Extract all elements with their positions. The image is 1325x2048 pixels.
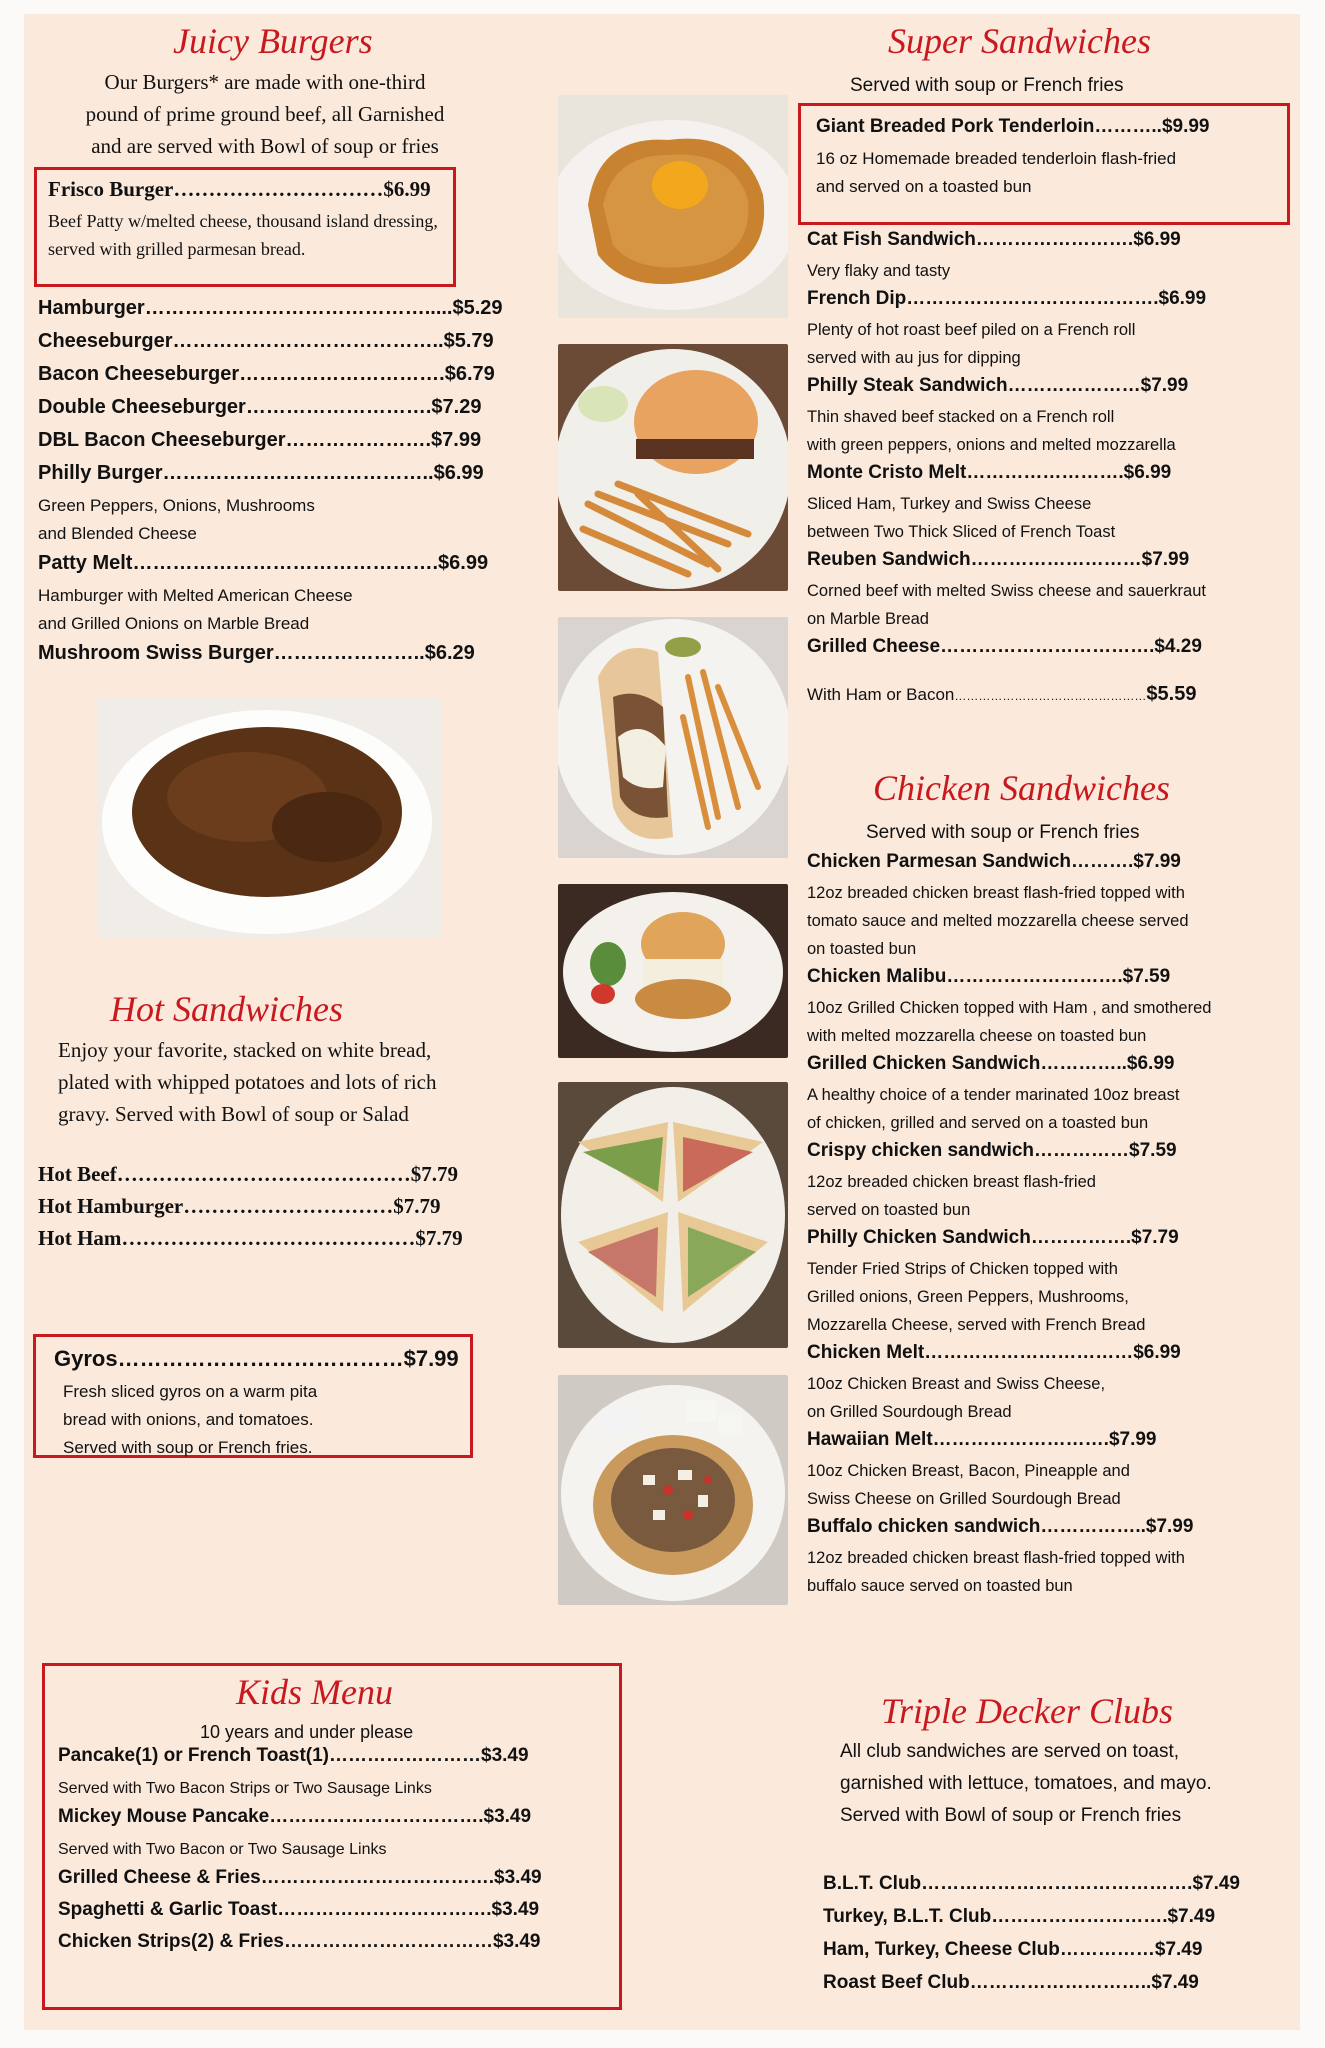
menu-item xyxy=(823,1873,1240,1895)
dot-leader: ………………………………….. xyxy=(162,462,434,484)
item-name: Grilled Cheese xyxy=(807,636,941,657)
menu-item xyxy=(807,1516,1193,1538)
dot-leader: ……………………………………. xyxy=(921,1873,1193,1894)
menu-item xyxy=(807,549,1189,571)
dot-leader: ………. xyxy=(1071,851,1134,872)
menu-item xyxy=(807,966,1170,988)
item-price: $7.49 xyxy=(1167,1906,1216,1927)
menu-item xyxy=(823,1906,1215,1928)
menu-item xyxy=(58,1806,531,1828)
item-description: on Grilled Sourdough Bread xyxy=(807,1403,1012,1421)
item-price: $7.49 xyxy=(1154,1939,1203,1960)
item-price: $7.49 xyxy=(1151,1972,1199,1993)
menu-item xyxy=(807,851,1181,873)
item-description: 10oz Grilled Chicken topped with Ham , and smothered xyxy=(807,999,1212,1017)
dot-leader: ………………………………. xyxy=(260,1867,495,1888)
item-name: Philly Burger xyxy=(38,462,163,484)
item-price: $6.99 xyxy=(1126,1053,1175,1074)
item-description: Plenty of hot roast beef piled on a French roll xyxy=(807,321,1136,339)
dot-leader: …………………………. xyxy=(239,363,445,385)
gyros-desc: Fresh sliced gyros on a warm pita bread with onions, and tomatoes. Served with soup or French fries. xyxy=(63,1382,318,1457)
item-description: 12oz breaded chicken breast flash-fried topped with xyxy=(807,884,1185,902)
dot-leader: …………………… xyxy=(329,1745,482,1766)
dot-leader: ………………………. xyxy=(946,966,1123,987)
dot-leader: ………………………. xyxy=(245,396,432,418)
item-description: buffalo sauce served on toasted bun xyxy=(807,1577,1073,1595)
burger-fries-photo xyxy=(558,344,788,591)
item-price: $3.49 xyxy=(483,1806,532,1827)
item-price: $6.99 xyxy=(438,552,489,574)
item-name: Frisco Burger xyxy=(48,177,174,201)
menu-item xyxy=(58,1867,542,1889)
item-description: between Two Thick Sliced of French Toast xyxy=(807,523,1116,541)
dot-leader: ………………………. xyxy=(932,1429,1109,1450)
club-sandwich-photo xyxy=(558,1082,788,1348)
dot-leader: …………………………… xyxy=(924,1342,1134,1363)
item-name: Grilled Chicken Sandwich xyxy=(807,1053,1041,1074)
item-description: A healthy choice of a tender marinated 10oz breast xyxy=(807,1086,1180,1104)
philly-sandwich-photo xyxy=(558,617,788,858)
item-price: $3.49 xyxy=(492,1931,541,1952)
dot-leader: ……………. xyxy=(1030,1227,1132,1248)
item-price: $6.99 xyxy=(1123,462,1172,483)
menu-item xyxy=(58,1899,539,1921)
item-description: Grilled onions, Green Peppers, Mushrooms, xyxy=(807,1288,1129,1306)
dot-leader: ………………….. xyxy=(273,642,425,664)
menu-item xyxy=(807,1053,1174,1075)
dot-leader: …………………………………. xyxy=(906,288,1159,309)
item-name: Double Cheeseburger xyxy=(38,396,246,418)
dot-leader: ………….. xyxy=(1040,1053,1127,1074)
item-name: Chicken Melt xyxy=(807,1342,925,1363)
item-name: DBL Bacon Cheeseburger xyxy=(38,429,286,451)
item-name: Ham, Turkey, Cheese Club xyxy=(823,1939,1060,1960)
item-name: Hamburger xyxy=(38,297,145,319)
item-description: Served with Two Bacon Strips or Two Sausage Links xyxy=(58,1780,432,1797)
clubs-intro: All club sandwiches are served on toast, garnished with lettuce, tomatoes, and mayo. Served with Bowl of soup or French fries xyxy=(840,1741,1212,1826)
item-name: Chicken Malibu xyxy=(807,966,947,987)
dot-leader: ………………………. xyxy=(991,1906,1168,1927)
dot-leader: ………………………… xyxy=(173,177,384,201)
item-name: Mushroom Swiss Burger xyxy=(38,642,274,664)
hot-beef-gravy-photo xyxy=(97,697,441,938)
dot-leader: ……………………………. xyxy=(269,1806,484,1827)
chicken-sandwiches-subtitle: Served with soup or French fries xyxy=(866,822,1140,843)
item-description: Thin shaved beef stacked on a French roll xyxy=(807,408,1115,426)
item-price: $7.99 xyxy=(1145,1516,1194,1537)
kids-menu-subtitle: 10 years and under please xyxy=(200,1722,414,1742)
item-price: $7.59 xyxy=(1122,966,1171,987)
dot-leader: …………….. xyxy=(1040,1516,1146,1537)
item-description: on toasted bun xyxy=(807,940,917,958)
menu-item xyxy=(807,288,1206,310)
menu-item xyxy=(38,642,475,665)
item-price: $6.29 xyxy=(424,642,475,664)
item-price: $7.99 xyxy=(1133,851,1181,872)
item-description: Tender Fried Strips of Chicken topped with xyxy=(807,1260,1118,1278)
item-name: Roast Beef Club xyxy=(823,1972,970,1993)
menu-item xyxy=(58,1931,541,1953)
item-price: $7.49 xyxy=(1192,1873,1240,1894)
menu-item xyxy=(807,1429,1156,1451)
menu-item xyxy=(807,1342,1181,1364)
menu-item xyxy=(807,375,1188,397)
item-description: and Blended Cheese xyxy=(38,524,197,543)
menu-item xyxy=(807,229,1181,251)
item-price: $3.49 xyxy=(481,1745,529,1766)
item-price: $7.59 xyxy=(1129,1140,1177,1161)
item-name: B.L.T. Club xyxy=(823,1873,922,1894)
dot-leader: …………… xyxy=(1059,1939,1155,1960)
item-description: served on toasted bun xyxy=(807,1201,971,1219)
item-description: Very flaky and tasty xyxy=(807,262,951,280)
dot-leader: ………………… xyxy=(1007,375,1141,396)
item-name: Chicken Parmesan Sandwich xyxy=(807,851,1071,872)
item-name: French Dip xyxy=(807,288,907,309)
item-name: Cheeseburger xyxy=(38,330,173,352)
item-price: $7.99 xyxy=(1141,549,1190,570)
menu-item xyxy=(807,1140,1177,1162)
item-price: $6.99 xyxy=(383,177,431,201)
item-name: Crispy chicken sandwich xyxy=(807,1140,1035,1161)
item-description: Swiss Cheese on Grilled Sourdough Bread xyxy=(807,1490,1121,1508)
item-price: $7.99 xyxy=(1140,375,1189,396)
frisco-burger-item xyxy=(48,177,431,202)
item-name: Chicken Strips(2) & Fries xyxy=(58,1931,284,1952)
item-name: Cat Fish Sandwich xyxy=(807,229,976,250)
dot-leader: ……………………….. xyxy=(969,1972,1152,1993)
item-description: tomato sauce and melted mozzarella cheese served xyxy=(807,912,1189,930)
item-price: $3.49 xyxy=(494,1867,542,1888)
chicken-sandwich-photo xyxy=(558,884,788,1058)
item-name: Philly Chicken Sandwich xyxy=(807,1227,1031,1248)
super-sandwiches-heading: Super Sandwiches xyxy=(888,21,1151,61)
menu-item xyxy=(807,462,1171,484)
item-name: Bacon Cheeseburger xyxy=(38,363,240,385)
item-description: 10oz Chicken Breast, Bacon, Pineapple and xyxy=(807,1462,1130,1480)
item-price: $6.99 xyxy=(1133,1342,1181,1363)
item-description: Served with Two Bacon or Two Sausage Links xyxy=(58,1841,387,1858)
hot-sandwich-item: Hot Beef……………………………………$7.79 xyxy=(38,1162,458,1186)
menu-item xyxy=(58,1745,529,1767)
juicy-burgers-heading: Juicy Burgers xyxy=(173,21,373,61)
hot-sandwiches-heading: Hot Sandwiches xyxy=(110,989,343,1029)
item-price: $6.79 xyxy=(444,363,495,385)
menu-item xyxy=(38,396,481,419)
item-name: Turkey, B.L.T. Club xyxy=(823,1906,992,1927)
dot-leader: ……………………………. xyxy=(277,1899,492,1920)
menu-item xyxy=(38,363,495,386)
triple-decker-clubs-heading: Triple Decker Clubs xyxy=(881,1691,1173,1731)
item-description: 12oz breaded chicken breast flash-fried xyxy=(807,1173,1096,1191)
dot-leader: ……………………………………..... xyxy=(144,297,453,319)
kids-menu-heading: Kids Menu xyxy=(236,1672,393,1712)
menu-item xyxy=(823,1939,1202,1961)
item-name: Reuben Sandwich xyxy=(807,549,971,570)
item-price: $5.79 xyxy=(443,330,494,352)
dot-leader: …………… xyxy=(1034,1140,1130,1161)
item-description: with green peppers, onions and melted mozzarella xyxy=(807,436,1176,454)
super-sandwiches-subtitle: Served with soup or French fries xyxy=(850,75,1124,96)
item-description: 12oz breaded chicken breast flash-fried topped with xyxy=(807,1549,1185,1567)
item-description: with melted mozzarella cheese on toasted bun xyxy=(807,1027,1147,1045)
item-name: Patty Melt xyxy=(38,552,133,574)
item-price: $7.29 xyxy=(431,396,482,418)
item-description: Corned beef with melted Swiss cheese and sauerkraut xyxy=(807,582,1206,600)
item-price: $5.29 xyxy=(452,297,503,319)
item-price: $3.49 xyxy=(491,1899,540,1920)
gyros-item: Gyros…………………………………$7.99 xyxy=(54,1346,459,1371)
item-name: Hawaiian Melt xyxy=(807,1429,933,1450)
dot-leader: ………………………………….. xyxy=(172,330,444,352)
pork-tenderloin-photo xyxy=(558,95,788,318)
menu-item xyxy=(38,330,494,353)
item-description: Hamburger with Melted American Cheese xyxy=(38,586,353,605)
burgers-intro: Our Burgers* are made with one-third pound of prime ground beef, all Garnished and are served with Bowl of soup or fries xyxy=(85,70,445,158)
gyros-plate-photo xyxy=(558,1375,788,1605)
item-name: Mickey Mouse Pancake xyxy=(58,1806,270,1827)
menu-item xyxy=(38,429,481,452)
item-description: of chicken, grilled and served on a toasted bun xyxy=(807,1114,1149,1132)
item-price: $6.99 xyxy=(433,462,484,484)
chicken-sandwiches-heading: Chicken Sandwiches xyxy=(873,768,1170,808)
dot-leader: …………………. xyxy=(285,429,432,451)
dot-leader: ………………………………………. xyxy=(132,552,439,574)
menu-item xyxy=(38,552,488,575)
menu-item xyxy=(807,1227,1179,1249)
menu-item xyxy=(823,1972,1199,1994)
hot-sandwich-item: Hot Hamburger…………………………$7.79 xyxy=(38,1194,441,1218)
item-description: served with au jus for dipping xyxy=(807,349,1021,367)
item-description: Green Peppers, Onions, Mushrooms xyxy=(38,496,315,515)
item-name: Buffalo chicken sandwich xyxy=(807,1516,1041,1537)
dot-leader: ……………………… xyxy=(970,549,1142,570)
dot-leader: ……………………………. xyxy=(940,636,1155,657)
menu-item xyxy=(38,462,484,485)
item-name: Grilled Cheese & Fries xyxy=(58,1867,261,1888)
menu-item xyxy=(807,636,1202,658)
item-price: $7.99 xyxy=(1108,1429,1157,1450)
pork-tenderloin-item: Giant Breaded Pork Tenderloin………..$9.99 xyxy=(816,116,1210,137)
item-description: 10oz Chicken Breast and Swiss Cheese, xyxy=(807,1375,1106,1393)
hot-sandwich-item: Hot Ham……………………………………$7.79 xyxy=(38,1226,463,1250)
hot-sandwiches-intro: Enjoy your favorite, stacked on white bread, plated with whipped potatoes and lots of rich gravy. Served with Bowl of soup or Salad xyxy=(58,1038,437,1126)
item-name: Philly Steak Sandwich xyxy=(807,375,1008,396)
item-price: $4.29 xyxy=(1154,636,1202,657)
pork-tenderloin-desc: 16 oz Homemade breaded tenderloin flash-fried and served on a toasted bun xyxy=(816,149,1177,196)
dot-leader: …………………………… xyxy=(283,1931,493,1952)
item-price: $7.79 xyxy=(1131,1227,1179,1248)
item-description: Mozzarella Cheese, served with French Bread xyxy=(807,1316,1146,1334)
frisco-burger-desc: Beef Patty w/melted cheese, thousand island dressing, served with grilled parmesan bread. xyxy=(48,211,438,259)
item-price: $6.99 xyxy=(1158,288,1207,309)
item-name: Spaghetti & Garlic Toast xyxy=(58,1899,278,1920)
item-name: Monte Cristo Melt xyxy=(807,462,967,483)
ham-bacon-addon: With Ham or Bacon…………………………………………$5.59 xyxy=(807,683,1197,705)
item-description: on Marble Bread xyxy=(807,610,929,628)
item-price: $7.99 xyxy=(431,429,482,451)
item-name: Pancake(1) or French Toast(1) xyxy=(58,1745,330,1766)
item-description: and Grilled Onions on Marble Bread xyxy=(38,614,310,633)
menu-item xyxy=(38,297,503,320)
item-description: Sliced Ham, Turkey and Swiss Cheese xyxy=(807,495,1092,513)
item-price: $6.99 xyxy=(1133,229,1181,250)
dot-leader: ……………………. xyxy=(966,462,1124,483)
dot-leader: ……………………. xyxy=(975,229,1134,250)
